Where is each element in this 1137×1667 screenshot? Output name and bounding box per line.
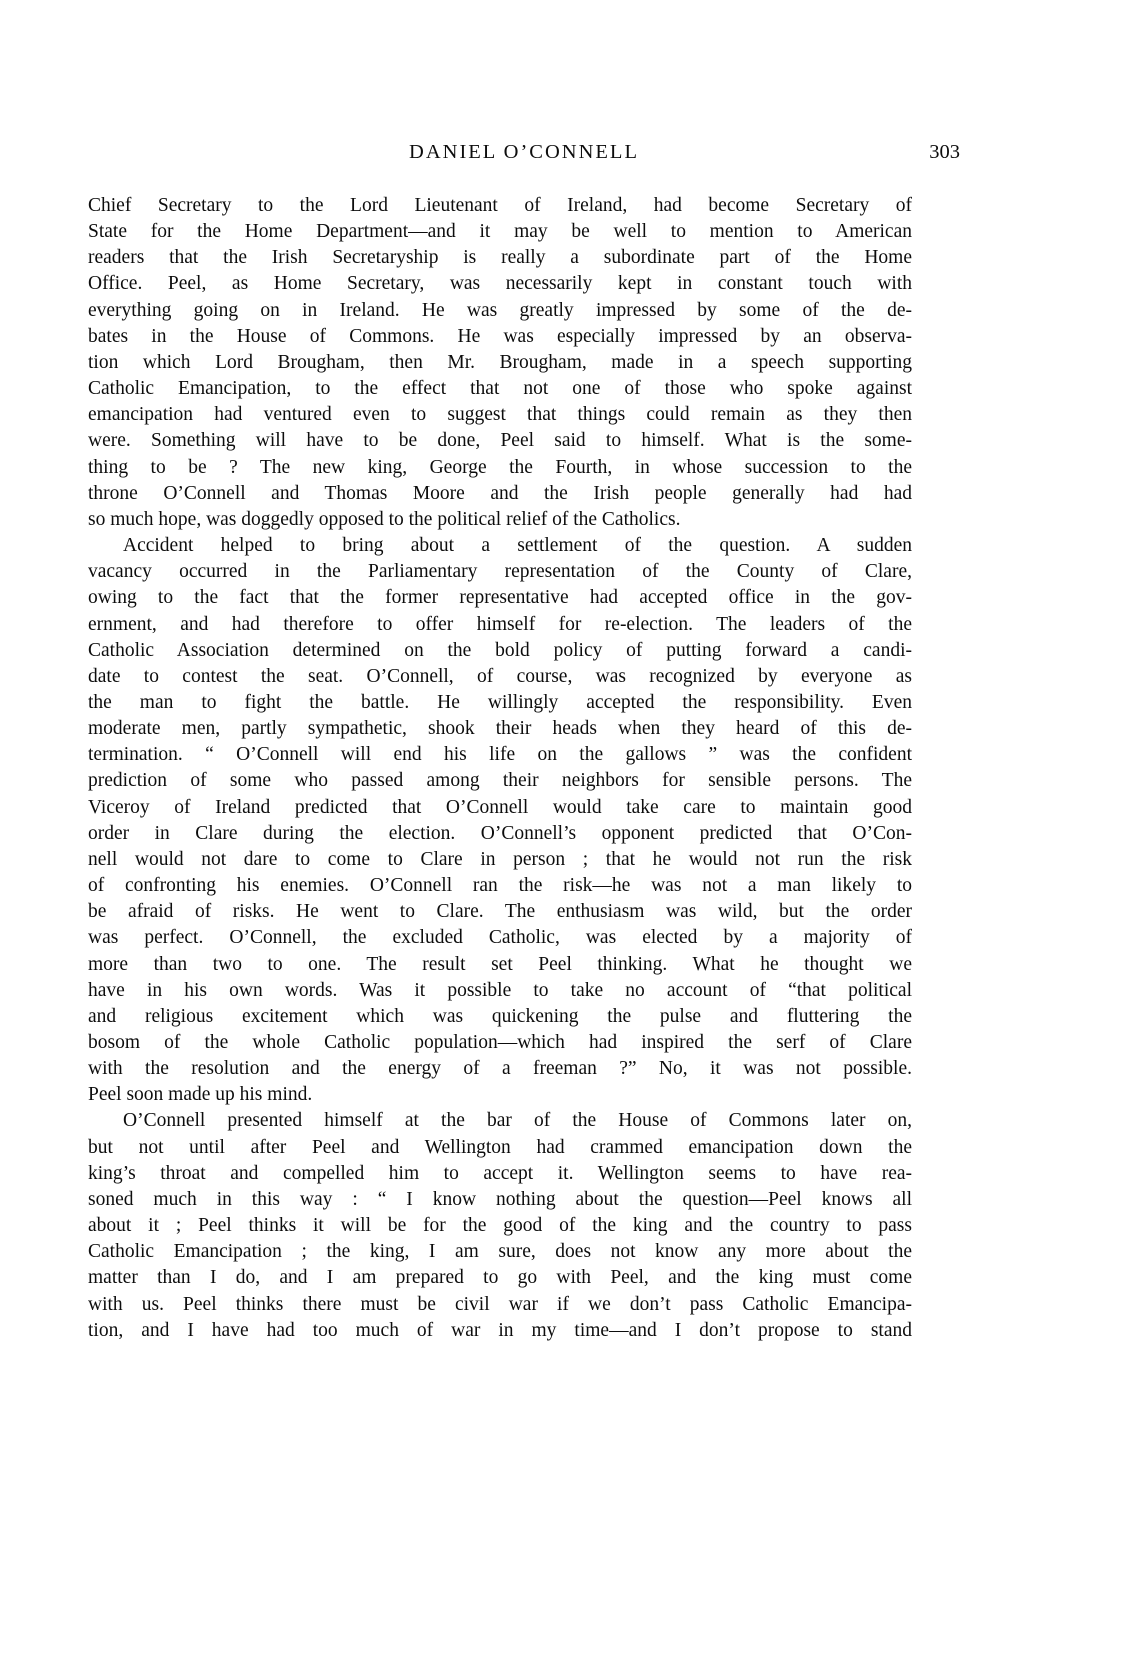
text-line: Accident helped to bring about a settlement of the question. A sudden (123, 535, 912, 557)
text-line: bosom of the whole Catholic population—which had inspired the serf of Clare (88, 1032, 912, 1053)
text-line: have in his own words. Was it possible to take no account of “that political (88, 979, 912, 1001)
text-line: Viceroy of Ireland predicted that O’Connell would take care to maintain good (88, 796, 912, 818)
text-line: bates in the House of Commons. He was especially impressed by an observa- (88, 325, 912, 347)
text-line: Catholic Emancipation ; the king, I am sure, does not know any more about the (88, 1241, 912, 1263)
text-line: matter than I do, and I am prepared to go with Peel, and the king must come (88, 1267, 912, 1289)
page-body (88, 193, 912, 1344)
text-line: date to contest the seat. O’Connell, of course, was recognized by everyone as (88, 665, 912, 687)
paragraph (88, 533, 912, 1108)
text-line: be afraid of risks. He went to Clare. The enthusiasm was wild, but the order (88, 901, 912, 923)
text-line: tion which Lord Brougham, then Mr. Brougham, made in a speech supporting (88, 351, 912, 373)
text-line: and religious excitement which was quickening the pulse and fluttering the (88, 1005, 912, 1027)
text-line: thing to be ? The new king, George the Fourth, in whose succession to the (88, 456, 912, 478)
running-header (88, 141, 960, 169)
text-line: order in Clare during the election. O’Connell’s opponent predicted that O’Con- (88, 822, 912, 844)
text-line: moderate men, partly sympathetic, shook their heads when they heard of this de- (88, 718, 912, 740)
text-line: owing to the fact that the former representative had accepted office in the gov- (88, 587, 912, 609)
text-line: more than two to one. The result set Peel thinking. What he thought we (88, 953, 912, 975)
text-line: was perfect. O’Connell, the excluded Catholic, was elected by a majority of (88, 927, 912, 949)
page-number: 303 (929, 141, 960, 163)
text-line: Catholic Emancipation, to the effect that not one of those who spoke against (88, 378, 912, 400)
text-line: tion, and I have had too much of war in my time—and I don’t propose to stand (88, 1319, 912, 1341)
text-line: about it ; Peel thinks it will be for the good of the king and the country to pass (88, 1215, 912, 1237)
text-line: Peel soon made up his mind. (88, 1084, 313, 1106)
text-line: throne O’Connell and Thomas Moore and the Irish people generally had had (88, 482, 912, 504)
paragraph (88, 193, 912, 533)
text-line: were. Something will have to be done, Peel said to himself. What is the some- (88, 430, 912, 452)
text-line: king’s throat and compelled him to accept it. Wellington seems to have rea- (88, 1162, 912, 1184)
text-line: emancipation had ventured even to suggest that things could remain as they then (88, 404, 912, 426)
text-line: the man to fight the battle. He willingly accepted the responsibility. Even (88, 691, 912, 713)
text-line: but not until after Peel and Wellington had crammed emancipation down the (88, 1136, 912, 1158)
paragraph (88, 1108, 912, 1343)
text-line: soned much in this way : “ I know nothing about the question—Peel knows all (88, 1188, 912, 1210)
text-line: State for the Home Department—and it may be well to mention to American (88, 221, 912, 243)
text-line: vacancy occurred in the Parliamentary representation of the County of Clare, (88, 561, 912, 583)
text-line: Chief Secretary to the Lord Lieutenant of Ireland, had become Secretary of (88, 195, 912, 216)
text-line: O’Connell presented himself at the bar of the House of Commons later on, (123, 1110, 912, 1132)
text-line: Office. Peel, as Home Secretary, was necessarily kept in constant touch with (88, 273, 912, 295)
text-line: termination. “ O’Connell will end his life on the gallows ” was the confident (88, 744, 912, 766)
text-line: prediction of some who passed among their neighbors for sensible persons. The (88, 770, 912, 792)
text-line: of confronting his enemies. O’Connell ran the risk—he was not a man likely to (88, 875, 912, 897)
text-line: everything going on in Ireland. He was greatly impressed by some of the de- (88, 299, 912, 321)
text-line: so much hope, was doggedly opposed to the political relief of the Catholics. (88, 508, 681, 530)
text-line: ernment, and had therefore to offer himself for re-election. The leaders of the (88, 613, 912, 635)
text-line: nell would not dare to come to Clare in person ; that he would not run the risk (88, 848, 912, 870)
text-line: with the resolution and the energy of a freeman ?” No, it was not possible. (88, 1058, 912, 1080)
text-line: with us. Peel thinks there must be civil war if we don’t pass Catholic Emancipa- (88, 1293, 912, 1315)
text-line: Catholic Association determined on the bold policy of putting forward a candi- (88, 639, 912, 661)
text-line: readers that the Irish Secretaryship is really a subordinate part of the Home (88, 247, 912, 269)
running-header-title: DANIEL O’CONNELL (409, 141, 639, 163)
